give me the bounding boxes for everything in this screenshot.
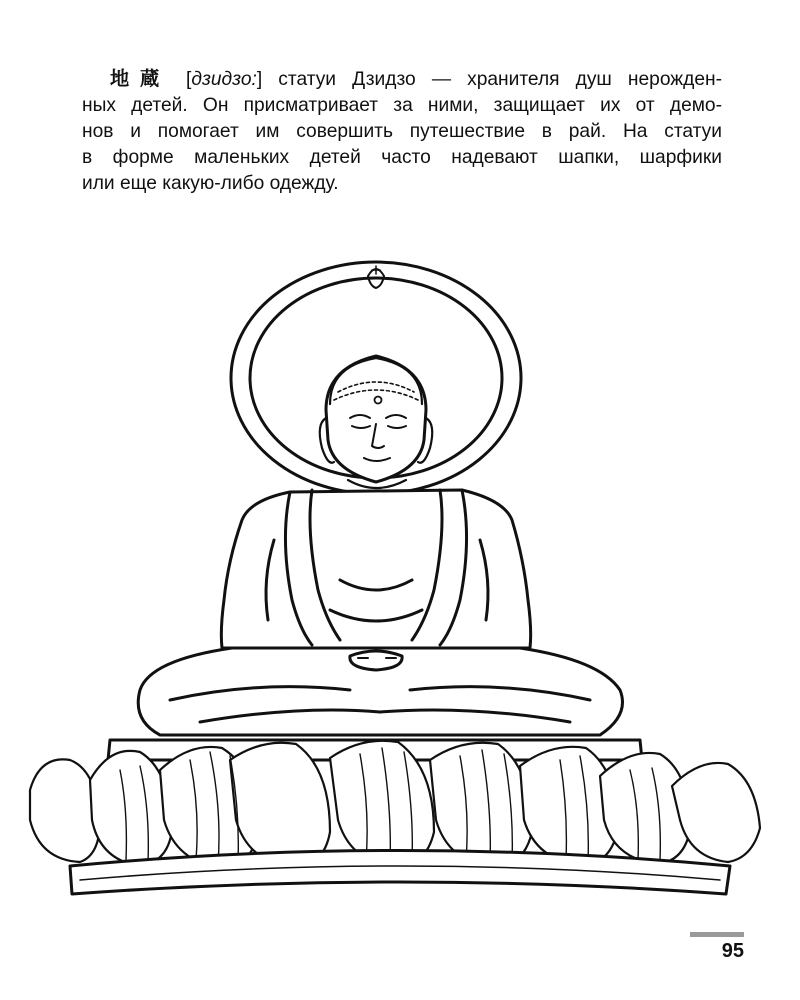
page-number: 95: [721, 940, 744, 962]
paragraph-line-5: или еще какую-либо одежду.: [82, 173, 339, 194]
paragraph-line-4: в форме маленьких детей часто надевают шапки, шарфики: [82, 147, 722, 168]
bracket-open: [: [169, 69, 192, 90]
description-paragraph: [82, 66, 722, 197]
lap: [138, 648, 622, 735]
page-number-rule: [690, 932, 744, 937]
bracket-close: ]: [256, 69, 263, 90]
buddha-statue-illustration: [0, 250, 800, 930]
robe: [221, 490, 530, 648]
paragraph-line-1: [82, 66, 722, 93]
kanji-term: 地蔵: [110, 67, 170, 90]
lotus-throne: [30, 740, 760, 894]
line-1-text: статуи Дзидзо — хранителя душ нерожден-: [262, 69, 722, 90]
reading-term: дзидзо:: [191, 69, 257, 90]
paragraph-line-3: нов и помогает им совершить путешествие в рай. На статуи: [82, 121, 722, 142]
paragraph-line-2: ных детей. Он присматривает за ними, защищает их от демо-: [82, 95, 722, 116]
